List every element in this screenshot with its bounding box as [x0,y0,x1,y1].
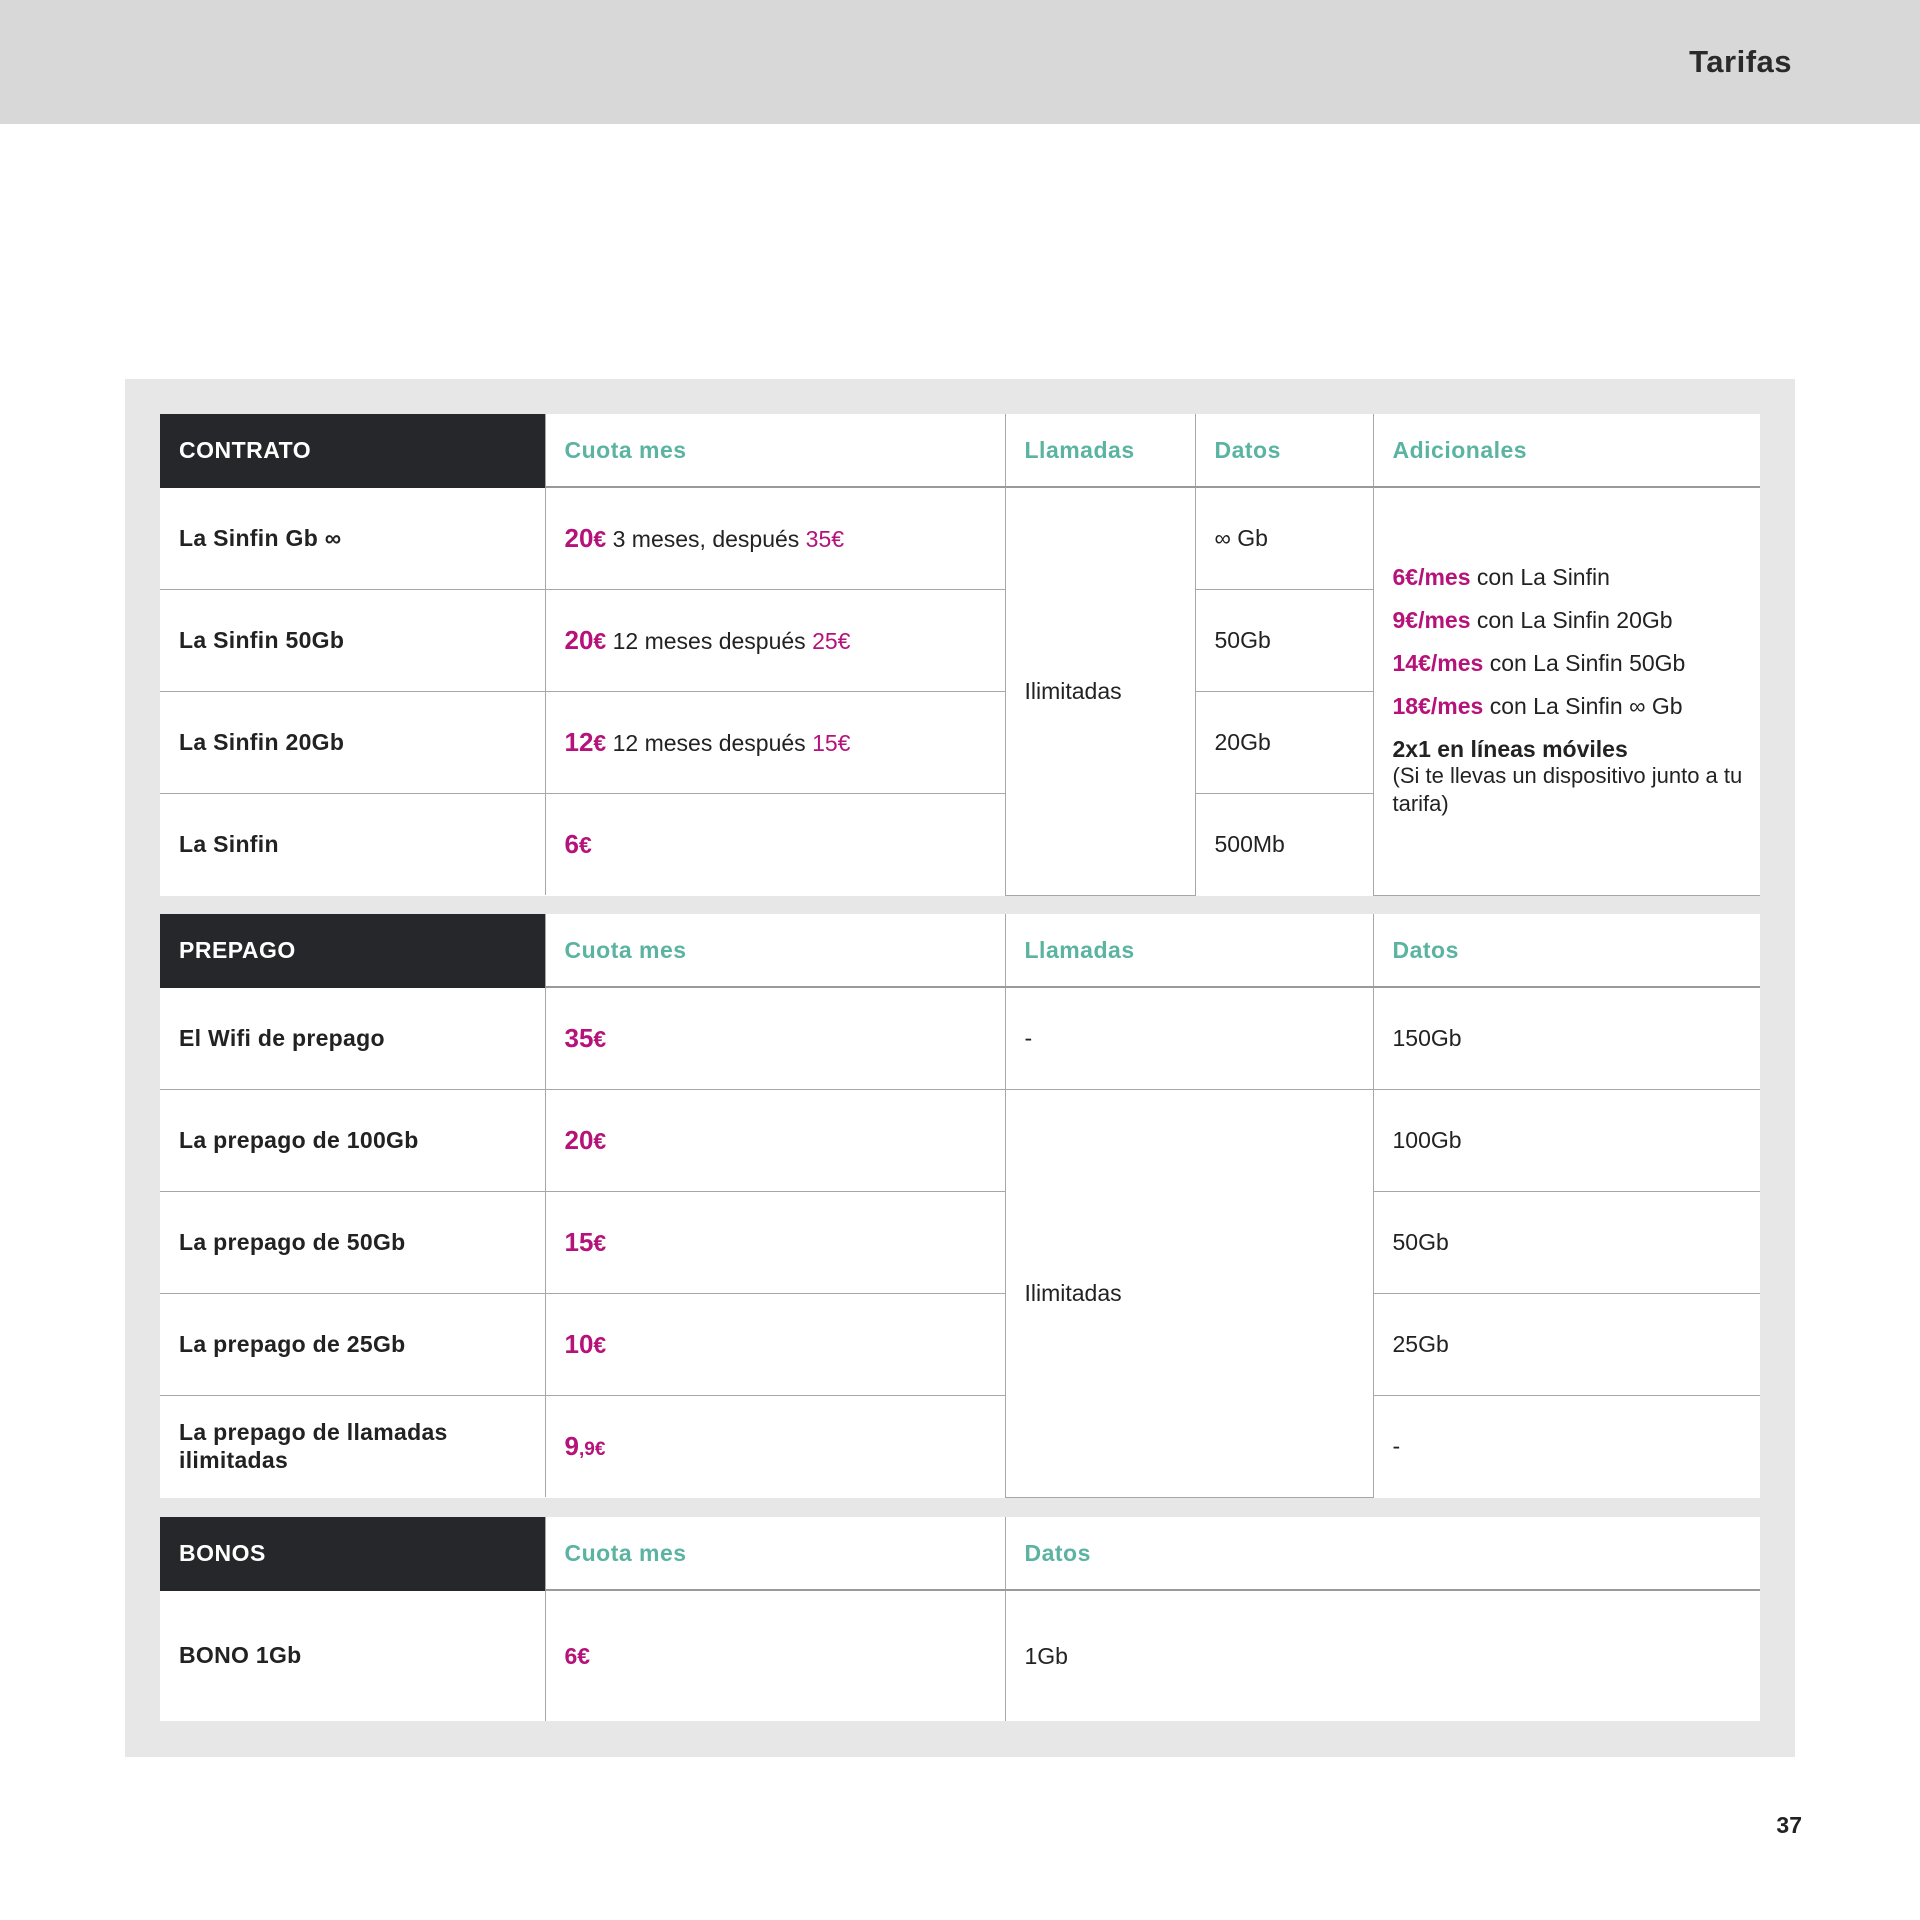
datos-value: 25Gb [1373,1293,1760,1395]
table-row [160,1590,1760,1721]
contrato-section-label: CONTRATO [160,414,545,487]
col-header-llamadas: Llamadas [1005,914,1373,987]
col-header-cuota: Cuota mes [545,414,1005,487]
prepago-header-row [160,914,1760,987]
plan-price: 20€ 12 meses después 25€ [545,589,1005,691]
datos-value: 500Mb [1195,793,1373,895]
plan-name: BONO 1Gb [179,1642,302,1669]
col-header-cuota: Cuota mes [545,1517,1005,1590]
table-row [160,1395,1760,1497]
table-row [160,1191,1760,1293]
header-bar [0,0,1920,124]
llamadas-value: Ilimitadas [1005,1089,1373,1497]
extra-line: 14€/mes con La Sinfin 50Gb [1392,650,1686,677]
contrato-table [160,414,1760,896]
plan-name: La prepago de llamadas ilimitadas [179,1419,448,1474]
datos-value: 100Gb [1373,1089,1760,1191]
plan-price: 6€ [545,793,1005,895]
promo-title: 2x1 en líneas móviles [1392,736,1628,763]
plan-name: La Sinfin 20Gb [160,691,545,793]
plan-price: 10€ [545,1293,1005,1395]
plan-name: La Sinfin [179,830,279,857]
llamadas-value: - [1005,987,1373,1089]
contrato-header-row [160,414,1760,487]
adicionales-cell [1373,487,1760,895]
col-header-cuota: Cuota mes [545,914,1005,987]
plan-name: La Sinfin Gb ∞ [160,487,545,589]
col-header-llamadas: Llamadas [1005,414,1195,487]
extra-line: 18€/mes con La Sinfin ∞ Gb [1392,693,1683,720]
llamadas-value: Ilimitadas [1005,487,1195,895]
datos-value: 1Gb [1005,1590,1760,1721]
prepago-section-label: PREPAGO [160,914,545,987]
extra-line: 9€/mes con La Sinfin 20Gb [1392,607,1673,634]
datos-value: - [1373,1395,1760,1497]
plan-name: La prepago de 25Gb [160,1293,545,1395]
plan-price: 15€ [545,1191,1005,1293]
plan-price: 6€ [545,1590,1005,1721]
plan-price: 20€ [545,1089,1005,1191]
page-number: 37 [1776,1812,1802,1838]
col-header-adicionales: Adicionales [1373,414,1760,487]
table-row [160,987,1760,1089]
bonos-header-row [160,1517,1760,1590]
page-title: Tarifas [1689,44,1792,79]
datos-value: 20Gb [1195,691,1373,793]
col-header-datos: Datos [1195,414,1373,487]
table-row [160,1293,1760,1395]
promo-note: (Si te llevas un dispositivo junto a tu tarifa) [1392,763,1743,817]
datos-value: ∞ Gb [1195,487,1373,589]
bonos-table [160,1517,1760,1721]
prepago-table [160,914,1760,1498]
plan-price: 35€ [545,987,1005,1089]
plan-name: La prepago de 50Gb [160,1191,545,1293]
plan-price: 12€ 12 meses después 15€ [545,691,1005,793]
datos-value: 50Gb [1373,1191,1760,1293]
plan-price: 20€ 3 meses, después 35€ [545,487,1005,589]
plan-name: El Wifi de prepago [160,987,545,1089]
plan-price: 9,9€ [545,1395,1005,1497]
table-row [160,1089,1760,1191]
col-header-datos: Datos [1005,1517,1760,1590]
col-header-datos: Datos [1373,914,1760,987]
datos-value: 50Gb [1195,589,1373,691]
table-row [160,487,1760,589]
plan-name: La Sinfin 50Gb [160,589,545,691]
plan-name: La prepago de 100Gb [160,1089,545,1191]
bonos-section-label: BONOS [160,1517,545,1590]
datos-value: 150Gb [1373,987,1760,1089]
extra-line: 6€/mes con La Sinfin [1392,564,1610,591]
